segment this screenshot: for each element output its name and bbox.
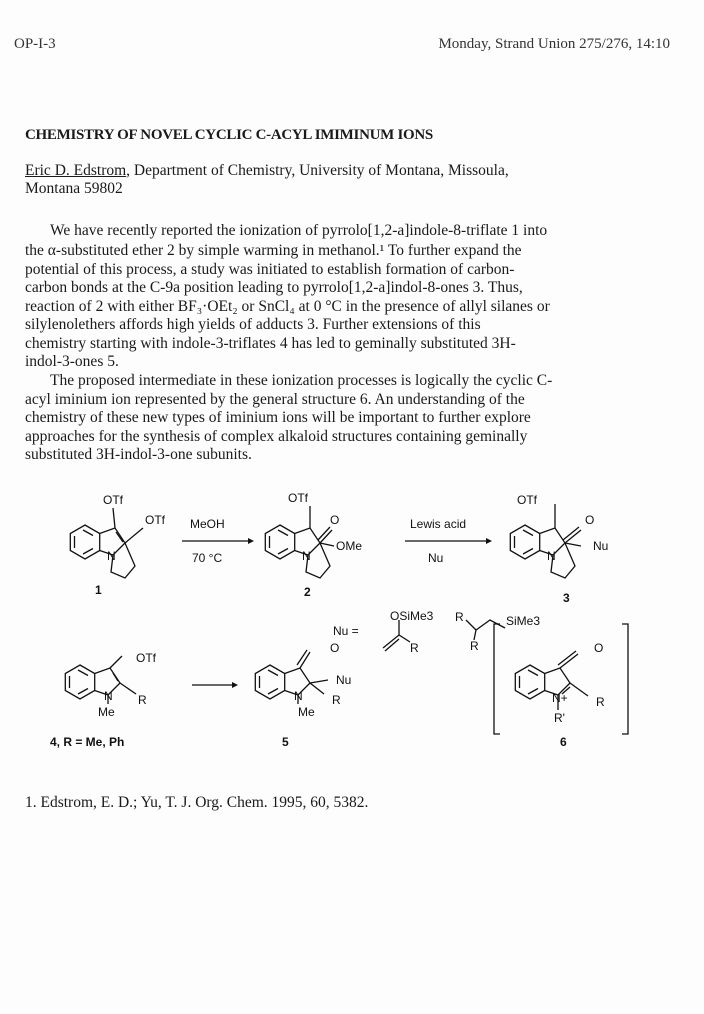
text-line: indol-3-ones 5.	[25, 353, 119, 370]
reagent-label: Lewis acid	[410, 517, 467, 531]
paper-title: CHEMISTRY OF NOVEL CYCLIC C-ACYL IMIMINUM IONS	[25, 127, 433, 143]
text-line: substituted 3H-indol-3-one subunits.	[25, 446, 252, 463]
oxygen-label: O	[585, 513, 595, 527]
text-line: We have recently reported the ionization of pyrrolo[1,2-a]indole-8-triflate 1 into	[50, 222, 548, 239]
reaction-scheme	[0, 470, 704, 770]
n-label: N	[294, 689, 303, 703]
arrow-3	[192, 682, 238, 688]
n-label: N	[107, 549, 116, 563]
n-label: N	[302, 549, 311, 563]
nucleophile-definition	[333, 609, 540, 655]
compound-6	[494, 624, 628, 749]
compound-number: 4, R = Me, Ph	[50, 735, 125, 749]
compound-number: 3	[563, 591, 570, 605]
compound-number: 1	[95, 583, 102, 597]
r-label: R	[470, 639, 479, 653]
compound-number: 6	[560, 735, 567, 749]
nu-label: Nu	[593, 539, 609, 553]
compound-5	[255, 641, 351, 749]
affiliation: , Department of Chemistry, University of Montana, Missoula,	[126, 162, 509, 179]
iminium-n-label: N+	[552, 691, 568, 705]
text-line: The proposed intermediate in these ionization processes is logically the cyclic C-	[50, 372, 553, 389]
text-line: acyl iminium ion represented by the general structure 6. An understanding of the	[25, 391, 525, 408]
author-name: Eric D. Edstrom	[25, 162, 127, 179]
abstract-code: OP-I-3	[14, 36, 56, 52]
nu-equals-label: Nu =	[333, 624, 359, 638]
otf-label: OTf	[517, 493, 537, 507]
compound-number: 2	[304, 585, 311, 599]
text-line: potential of this process, a study was initiated to establish formation of carbon-	[25, 261, 515, 278]
text-line: reaction of 2 with either BF₃·OEt₂ or SnCl₄ at 0 °C in the presence of allyl silanes or	[25, 298, 550, 315]
otf-label: OTf	[145, 513, 165, 527]
n-label: N	[547, 549, 556, 563]
compound-2	[265, 491, 362, 599]
session-info: Monday, Strand Union 275/276, 14:10	[438, 36, 670, 52]
text-line: the α-substituted ether 2 by simple warming in methanol.¹ To further expand the	[25, 242, 522, 259]
compound-4	[50, 651, 157, 749]
r-prime-label: R'	[554, 711, 565, 725]
author-line	[25, 162, 509, 180]
compound-1	[70, 493, 165, 597]
nucleophile-label: Nu	[428, 551, 444, 565]
condition-label: 70 °C	[192, 551, 223, 565]
me-label: Me	[98, 705, 115, 719]
text-line: chemistry of these new types of iminium ions will be important to further explore	[25, 409, 531, 426]
sime3-label: SiMe3	[506, 614, 541, 628]
compound-number: 5	[282, 735, 289, 749]
otf-label: OTf	[288, 491, 308, 505]
ome-label: OMe	[336, 539, 363, 553]
r-label: R	[455, 610, 464, 624]
osime3-label: OSiMe3	[390, 609, 434, 623]
text-line: chemistry starting with indole-3-triflates 4 has led to geminally substituted 3H-	[25, 335, 516, 352]
arrow-1	[182, 517, 254, 565]
r-label: R	[410, 641, 419, 655]
compound-3	[510, 493, 608, 605]
arrow-2	[405, 517, 492, 565]
affiliation-line-2: Montana 59802	[25, 180, 123, 197]
oxygen-label: O	[594, 641, 604, 655]
r-label: R	[596, 695, 605, 709]
text-line: carbon bonds at the C-9a position leading to pyrrolo[1,2-a]indol-8-ones 3. Thus,	[25, 279, 523, 296]
nu-label: Nu	[336, 673, 352, 687]
reference-1: 1. Edstrom, E. D.; Yu, T. J. Org. Chem. 1995, 60, 5382.	[25, 794, 369, 811]
r-label: R	[138, 693, 147, 707]
otf-label: OTf	[136, 651, 156, 665]
text-line: approaches for the synthesis of complex alkaloid structures containing geminally	[25, 428, 528, 445]
me-label: Me	[298, 705, 315, 719]
n-label: N	[104, 689, 113, 703]
reagent-label: MeOH	[190, 517, 225, 531]
r-label: R	[332, 693, 341, 707]
otf-label: OTf	[103, 493, 123, 507]
text-line: silylenolethers affords high yields of adducts 3. Further extensions of this	[25, 316, 481, 333]
oxygen-label: O	[330, 641, 340, 655]
oxygen-label: O	[330, 513, 340, 527]
